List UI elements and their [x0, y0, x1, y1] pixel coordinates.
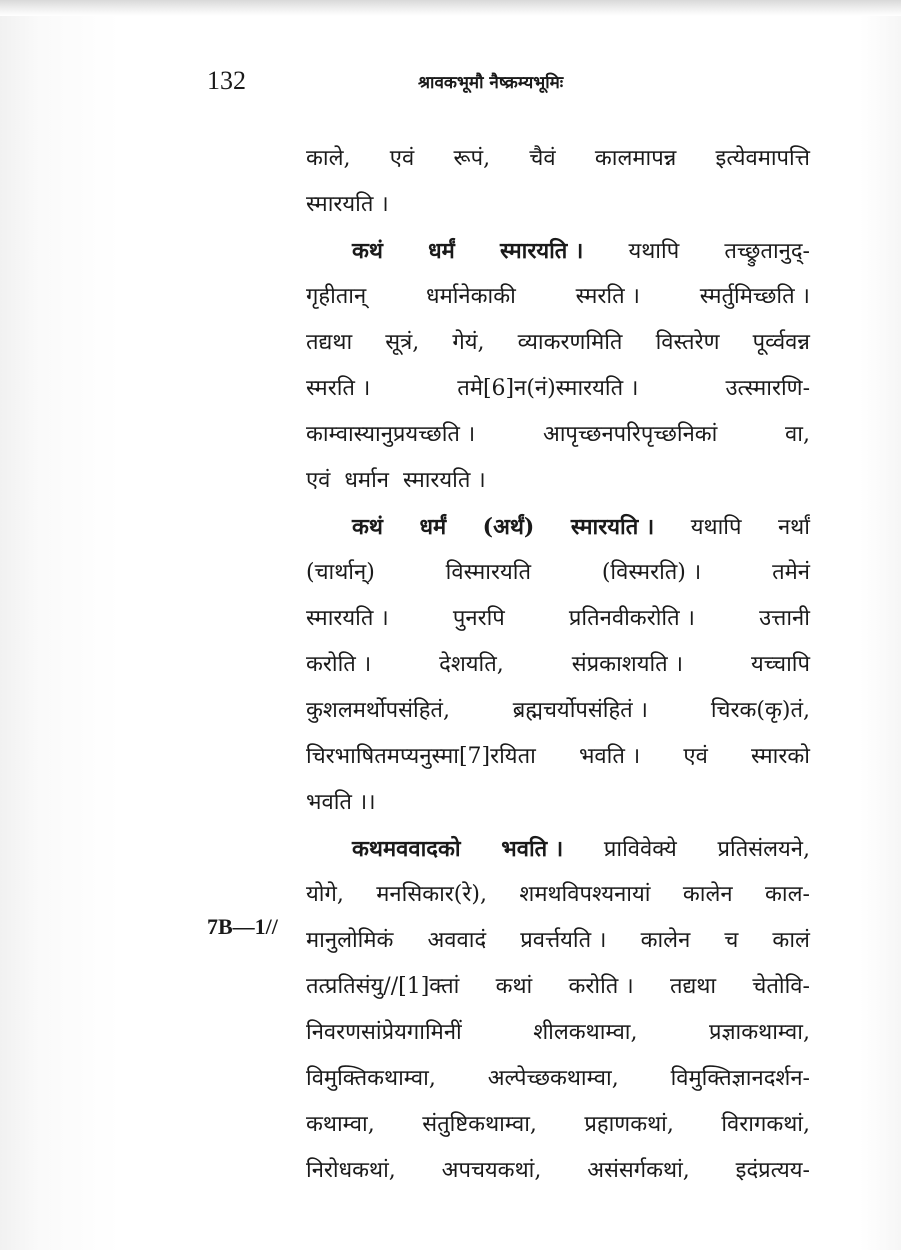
word: निरोधकथां,: [306, 1158, 396, 1183]
text-line: [306, 872, 810, 918]
word: विस्मारयति: [445, 560, 531, 585]
text-line: [306, 734, 810, 780]
word: आपृच्छनपरिपृच्छनिकां: [542, 422, 718, 447]
word: (विस्मरति) ।: [601, 560, 702, 585]
word: तद्यथा: [669, 974, 717, 999]
word: मानुलोमिकं: [306, 928, 394, 953]
word: असंसर्गकथां,: [587, 1158, 690, 1183]
body-text: [306, 136, 810, 1194]
text-line: [306, 688, 810, 734]
word: काले,: [306, 146, 351, 171]
word: शीलकथाम्वा,: [533, 1020, 638, 1045]
word: पूर्व्ववन्न: [752, 330, 810, 355]
word: प्रतिनवीकरोति ।: [568, 606, 695, 631]
word: कथं: [352, 238, 383, 264]
text-line: [306, 964, 810, 1010]
word: अववादं: [427, 928, 487, 953]
word: संतुष्टिकथाम्वा,: [422, 1112, 537, 1137]
text-line: [306, 228, 810, 274]
text-line: [306, 596, 810, 642]
word: प्रतिसंलयने,: [717, 837, 810, 862]
text-line: [306, 182, 810, 228]
text-line: [306, 1010, 810, 1056]
word: (अर्थं): [482, 514, 535, 540]
word: निवरणसांप्रेयगामिनीं: [306, 1020, 462, 1045]
word: वा,: [785, 422, 810, 447]
word: मनसिकार(रे),: [376, 882, 487, 907]
word: प्रहाणकथां,: [584, 1112, 674, 1137]
word: भवति ।।: [306, 790, 376, 815]
word: चैवं: [529, 146, 556, 171]
word: करोति ।: [568, 974, 634, 999]
word: कथां: [495, 974, 533, 999]
word: करोति ।: [306, 652, 372, 677]
word: स्मर्तुमिच्छति ।: [699, 284, 810, 309]
word: प्रवर्त्तयति ।: [520, 928, 607, 953]
word: स्मरति ।: [575, 284, 640, 309]
word: च: [724, 928, 739, 953]
word: धर्मान: [344, 468, 390, 493]
word: नर्थां: [777, 515, 810, 540]
running-head: श्रावकभूमौ नैष्क्रम्यभूमिः: [418, 73, 564, 93]
word: स्मारयति ।: [306, 606, 389, 631]
word: एवं: [683, 744, 708, 769]
word: योगे,: [306, 882, 344, 907]
word: उत्तानी: [759, 606, 810, 631]
word: अल्पेच्छकथाम्वा,: [487, 1066, 619, 1091]
word: यच्चापि: [751, 652, 810, 677]
word: शमथविपश्यनायां: [519, 882, 651, 907]
word: स्मारको: [750, 744, 810, 769]
text-line: [306, 918, 810, 964]
word: चेतोवि-: [752, 974, 810, 999]
word: यथापि: [690, 515, 742, 540]
word: विमुक्तिज्ञानदर्शन-: [670, 1066, 810, 1091]
text-line: [306, 366, 810, 412]
word: विस्तरेण: [655, 330, 720, 355]
word: तत्प्रतिसंयु//[1]क्तां: [306, 974, 460, 999]
word: प्रज्ञाकथाम्वा,: [708, 1020, 810, 1045]
word: पुनरपि: [452, 606, 505, 631]
word: कथाम्वा,: [306, 1112, 375, 1137]
text-line: [306, 780, 810, 826]
word: विरागकथां,: [721, 1112, 810, 1137]
text-line: [306, 826, 810, 872]
word: गृहीतान्: [306, 284, 367, 309]
page-number: 132: [207, 66, 246, 95]
word: कुशलमर्थोपसंहितं,: [306, 698, 450, 723]
scan-top-edge: [0, 0, 901, 16]
word: कथं: [352, 514, 383, 540]
text-line: [306, 1102, 810, 1148]
word: कालमापन्न: [594, 146, 677, 171]
word: यथापि: [628, 239, 680, 264]
word: व्याकरणमिति: [517, 330, 623, 355]
text-line: [306, 274, 810, 320]
word: काम्वास्यानुप्रयच्छति ।: [306, 422, 476, 447]
word: स्मारयति ।: [570, 514, 655, 540]
word: रूपं,: [453, 146, 491, 171]
text-line: [306, 1056, 810, 1102]
word: स्मरति ।: [306, 376, 371, 401]
word: चिरभाषितमप्यनुस्मा[7]रयिता: [306, 744, 536, 769]
word: गेयं,: [452, 330, 485, 355]
word: तमेनं: [772, 560, 810, 585]
word: एवं: [306, 468, 331, 493]
word: एवं: [389, 146, 415, 171]
text-line: [306, 1148, 810, 1194]
word: ब्रह्मचर्योपसंहितं ।: [512, 698, 649, 723]
word: स्मारयति ।: [403, 468, 486, 493]
word: कालं: [772, 928, 810, 953]
word: संप्रकाशयति ।: [571, 652, 684, 677]
text-line: [306, 642, 810, 688]
word: धर्मं: [419, 514, 447, 540]
word: स्मारयति ।: [306, 192, 389, 217]
word: तद्यथा: [306, 330, 353, 355]
word: प्राविवेक्ये: [603, 837, 677, 862]
word: धर्मं: [428, 238, 455, 264]
word: तमे[6]न(नं)स्मारयति ।: [457, 376, 639, 401]
margin-folio-reference: 7B—1//: [207, 914, 278, 939]
word: भवति ।: [501, 836, 564, 862]
word: काल-: [765, 882, 810, 907]
word: अपचयकथां,: [441, 1158, 542, 1183]
word: कालेन: [640, 928, 691, 953]
text-line: [306, 412, 810, 458]
text-line: [306, 458, 810, 504]
word: कथमववादको: [352, 836, 461, 862]
word: सूत्रं,: [385, 330, 420, 355]
word: भवति ।: [578, 744, 641, 769]
word: धर्मानेकाकी: [426, 284, 516, 309]
word: कालेन: [682, 882, 733, 907]
word: इत्येवमापत्ति: [715, 146, 810, 171]
text-line: [306, 320, 810, 366]
word: (चार्थान्): [306, 560, 375, 585]
word: इदंप्रत्यय-: [735, 1158, 810, 1183]
word: देशयति,: [439, 652, 504, 677]
word: तच्छ्रुतानुद्-: [724, 239, 810, 264]
word: विमुक्तिकथाम्वा,: [306, 1066, 436, 1091]
text-line: [306, 136, 810, 182]
word: उत्स्मारणि-: [725, 376, 810, 401]
text-line: [306, 550, 810, 596]
word: स्मारयति ।: [499, 238, 584, 264]
word: चिरक(कृ)तं,: [710, 698, 810, 723]
text-line: [306, 504, 810, 550]
